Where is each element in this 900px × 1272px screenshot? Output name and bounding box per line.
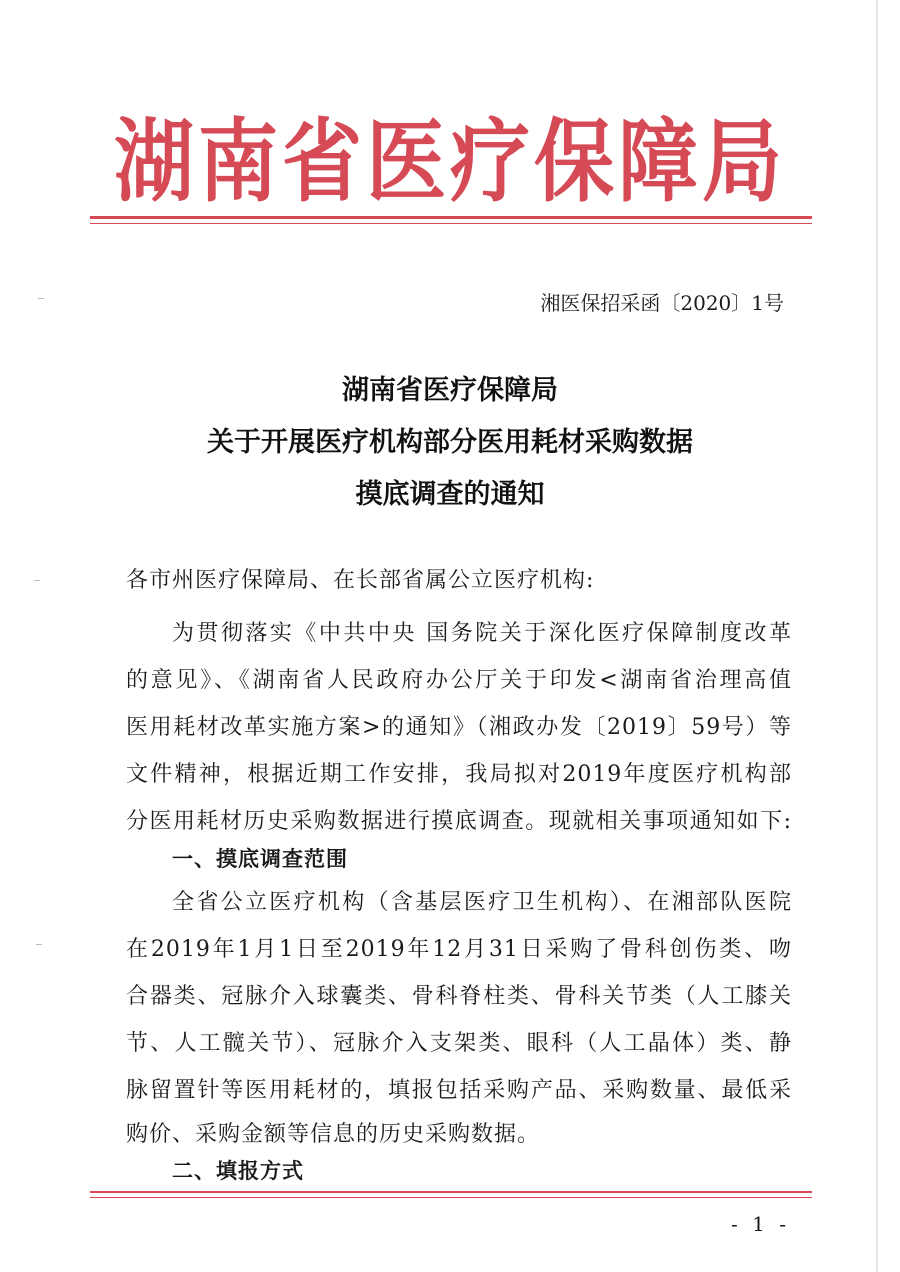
page-edge bbox=[876, 0, 878, 1272]
body-line: 分医用耗材历史采购数据进行摸底调查。现就相关事项通知如下: bbox=[126, 809, 792, 834]
masthead-rule-thick bbox=[90, 216, 812, 219]
title-line-2: 关于开展医疗机构部分医用耗材采购数据 bbox=[207, 427, 693, 458]
masthead-title: 湖南省医疗保障局 bbox=[114, 108, 786, 214]
body-line: 全省公立医疗机构（含基层医疗卫生机构）、在湘部队医院 bbox=[172, 890, 792, 915]
scan-speck bbox=[38, 298, 44, 299]
body-line: 医用耗材改革实施方案>的通知》（湘政办发〔2019〕59号）等 bbox=[126, 715, 792, 740]
body-line: 文件精神，根据近期工作安排，我局拟对2019年度医疗机构部 bbox=[126, 762, 792, 787]
title-line-3: 摸底调查的通知 bbox=[355, 479, 545, 510]
scan-speck bbox=[34, 580, 40, 581]
masthead-rule-thin bbox=[90, 223, 812, 224]
page-number: - 1 - bbox=[731, 1212, 790, 1236]
body-line: 购价、采购金额等信息的历史采购数据。 bbox=[126, 1122, 541, 1147]
body-line: 节、人工髋关节）、冠脉介入支架类、眼科（人工晶体）类、静 bbox=[126, 1031, 792, 1056]
body-line: 脉留置针等医用耗材的，填报包括采购产品、采购数量、最低采 bbox=[126, 1078, 792, 1103]
footer-rule-thin bbox=[90, 1197, 812, 1198]
body-line: 为贯彻落实《中共中央 国务院关于深化医疗保障制度改革 bbox=[172, 621, 792, 646]
section-heading-1: 一、摸底调查范围 bbox=[172, 847, 348, 871]
section-heading-2: 二、填报方式 bbox=[172, 1159, 304, 1183]
document-number: 湘医保招采函〔2020〕1号 bbox=[540, 291, 784, 315]
footer-rule-thick bbox=[90, 1191, 812, 1193]
body-line: 合器类、冠脉介入球囊类、骨科脊柱类、骨科关节类（人工膝关 bbox=[126, 984, 792, 1009]
title-line-1: 湖南省医疗保障局 bbox=[342, 375, 558, 406]
addressee-line: 各市州医疗保障局、在长部省属公立医疗机构: bbox=[126, 568, 595, 593]
scan-speck bbox=[36, 944, 42, 945]
body-line: 的意见》、《湖南省人民政府办公厅关于印发<湖南省治理高值 bbox=[126, 668, 792, 693]
body-line: 在2019年1月1日至2019年12月31日采购了骨科创伤类、吻 bbox=[126, 937, 792, 962]
